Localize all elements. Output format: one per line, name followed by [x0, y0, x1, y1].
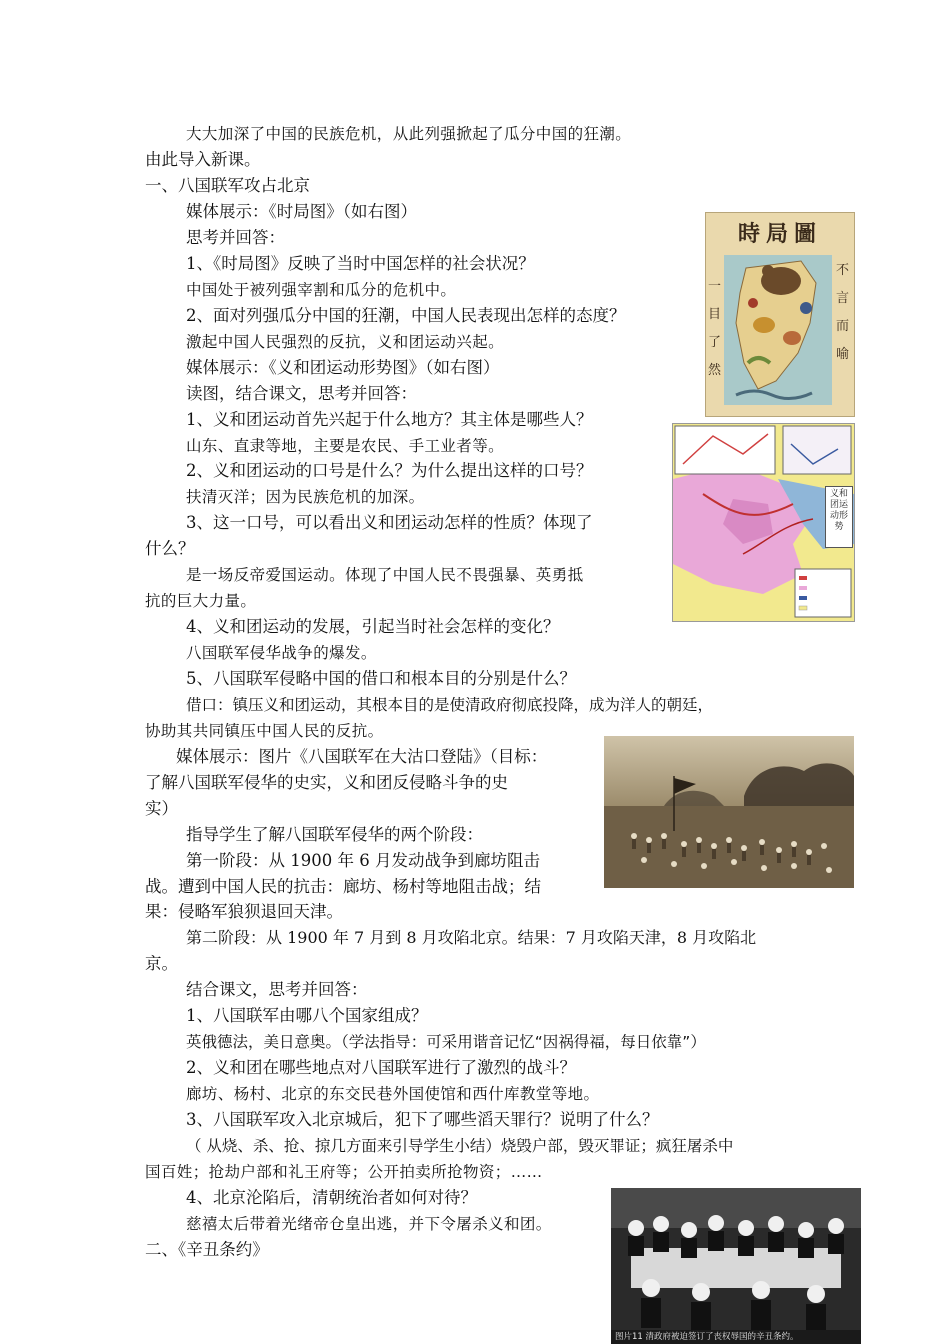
answer-line: （ 从烧、杀、抢、掠几方面来引导学生小结）烧毁户部，毁灭罪证；疯狂屠杀中: [186, 1137, 734, 1155]
question-line: 3、这一口号，可以看出义和团运动怎样的性质？体现了: [186, 513, 593, 532]
answer-line: 英俄德法，美日意奥。（学法指导：可采用谐音记忆“因祸得福，每日依靠”）: [186, 1033, 706, 1051]
map-legend-title: 义和团运动形势: [825, 486, 853, 548]
section-heading: 二、《辛丑条约》: [145, 1240, 269, 1259]
shijutu-image: [705, 212, 855, 417]
text-line: 由此导入新课。: [145, 150, 261, 169]
text-line: 战。遭到中国人民的抗击：廊坊、杨村等地阻击战；结: [145, 877, 541, 896]
boxer-map-image: [672, 423, 855, 622]
question-line: 3、八国联军攻入北京城后，犯下了哪些滔天罪行？说明了什么？: [186, 1110, 659, 1129]
text-line: 结合课文，思考并回答：: [186, 980, 368, 999]
answer-line: 借口：镇压义和团运动，其根本目的是使清政府彻底投降，成为洋人的朝廷，: [186, 696, 714, 714]
question-line: 2、义和团运动的口号是什么？为什么提出这样的口号？: [186, 461, 593, 480]
answer-line: 国百姓；抢劫户部和礼王府等；公开拍卖所抢物资；……: [145, 1163, 543, 1181]
answer-line: 抗的巨大力量。: [145, 592, 257, 610]
question-line: 1、《时局图》反映了当时中国怎样的社会状况？: [186, 254, 535, 273]
question-line: 4、义和团运动的发展，引起当时社会怎样的变化？: [186, 617, 560, 636]
section-heading: 一、八国联军攻占北京: [145, 176, 310, 195]
text-line: 实）: [145, 799, 178, 818]
question-line: 4、北京沦陷后，清朝统治者如何对待？: [186, 1188, 477, 1207]
text-line: 读图，结合课文，思考并回答：: [186, 384, 417, 403]
text-line: 果：侵略军狼狈退回天津。: [145, 902, 343, 921]
question-line: 1、八国联军由哪八个国家组成？: [186, 1006, 428, 1025]
answer-line: 扶清灭洋；因为民族危机的加深。: [186, 488, 425, 506]
text-line: 大大加深了中国的民族危机，从此列强掀起了瓜分中国的狂潮。: [186, 125, 632, 143]
dagukou-landing-photo: [604, 736, 854, 888]
question-line: 2、义和团在哪些地点对八国联军进行了激烈的战斗？: [186, 1058, 576, 1077]
text-line: 第二阶段：从 1900 年 7 月到 8 月攻陷北京。结果：7 月攻陷天津，8 月攻陷北: [186, 928, 757, 947]
question-line: 5、八国联军侵略中国的借口和根本目的分别是什么？: [186, 669, 576, 688]
question-line: 1、义和团运动首先兴起于什么地方？其主体是哪些人？: [186, 410, 593, 429]
answer-line: 廊坊、杨村、北京的东交民巷外国使馆和西什库教堂等地。: [186, 1085, 600, 1103]
treaty-signing-photo: [611, 1188, 861, 1344]
answer-line: 中国处于被列强宰割和瓜分的危机中。: [186, 281, 457, 299]
text-line: 指导学生了解八国联军侵华的两个阶段：: [186, 825, 483, 844]
question-line: 2、面对列强瓜分中国的狂潮，中国人民表现出怎样的态度？: [186, 306, 626, 325]
shijutu-title: 時局圖: [737, 221, 822, 247]
text-line: 媒体展示：《时局图》（如右图）: [186, 202, 417, 221]
answer-line: 慈禧太后带着光绪帝仓皇出逃，并下令屠杀义和团。: [186, 1215, 552, 1233]
text-line: 第一阶段：从 1900 年 6 月发动战争到廊坊阻击: [186, 851, 540, 870]
text-line: 京。: [145, 954, 178, 973]
text-line: 了解八国联军侵华的史实，义和团反侵略斗争的史: [145, 773, 508, 792]
answer-line: 协助其共同镇压中国人民的反抗。: [145, 722, 384, 740]
shijutu-side-text-right: 不言而喻: [836, 263, 850, 362]
answer-line: 山东、直隶等地，主要是农民、手工业者等。: [186, 437, 505, 455]
answer-line: 八国联军侵华战争的爆发。: [186, 644, 377, 662]
photo-caption: 图片11 清政府被迫签订了丧权辱国的辛丑条约。: [611, 1330, 861, 1344]
text-line: 媒体展示：《义和团运动形势图》（如右图）: [186, 358, 500, 377]
answer-line: 是一场反帝爱国运动。体现了中国人民不畏强暴、英勇抵: [186, 566, 584, 584]
text-line: 媒体展示：图片《八国联军在大沽口登陆》（目标：: [176, 747, 548, 766]
answer-line: 激起中国人民强烈的反抗，义和团运动兴起。: [186, 333, 505, 351]
question-line: 什么？: [145, 539, 195, 558]
text-line: 思考并回答：: [186, 228, 285, 247]
shijutu-side-text-left: 一目了然: [708, 279, 722, 378]
